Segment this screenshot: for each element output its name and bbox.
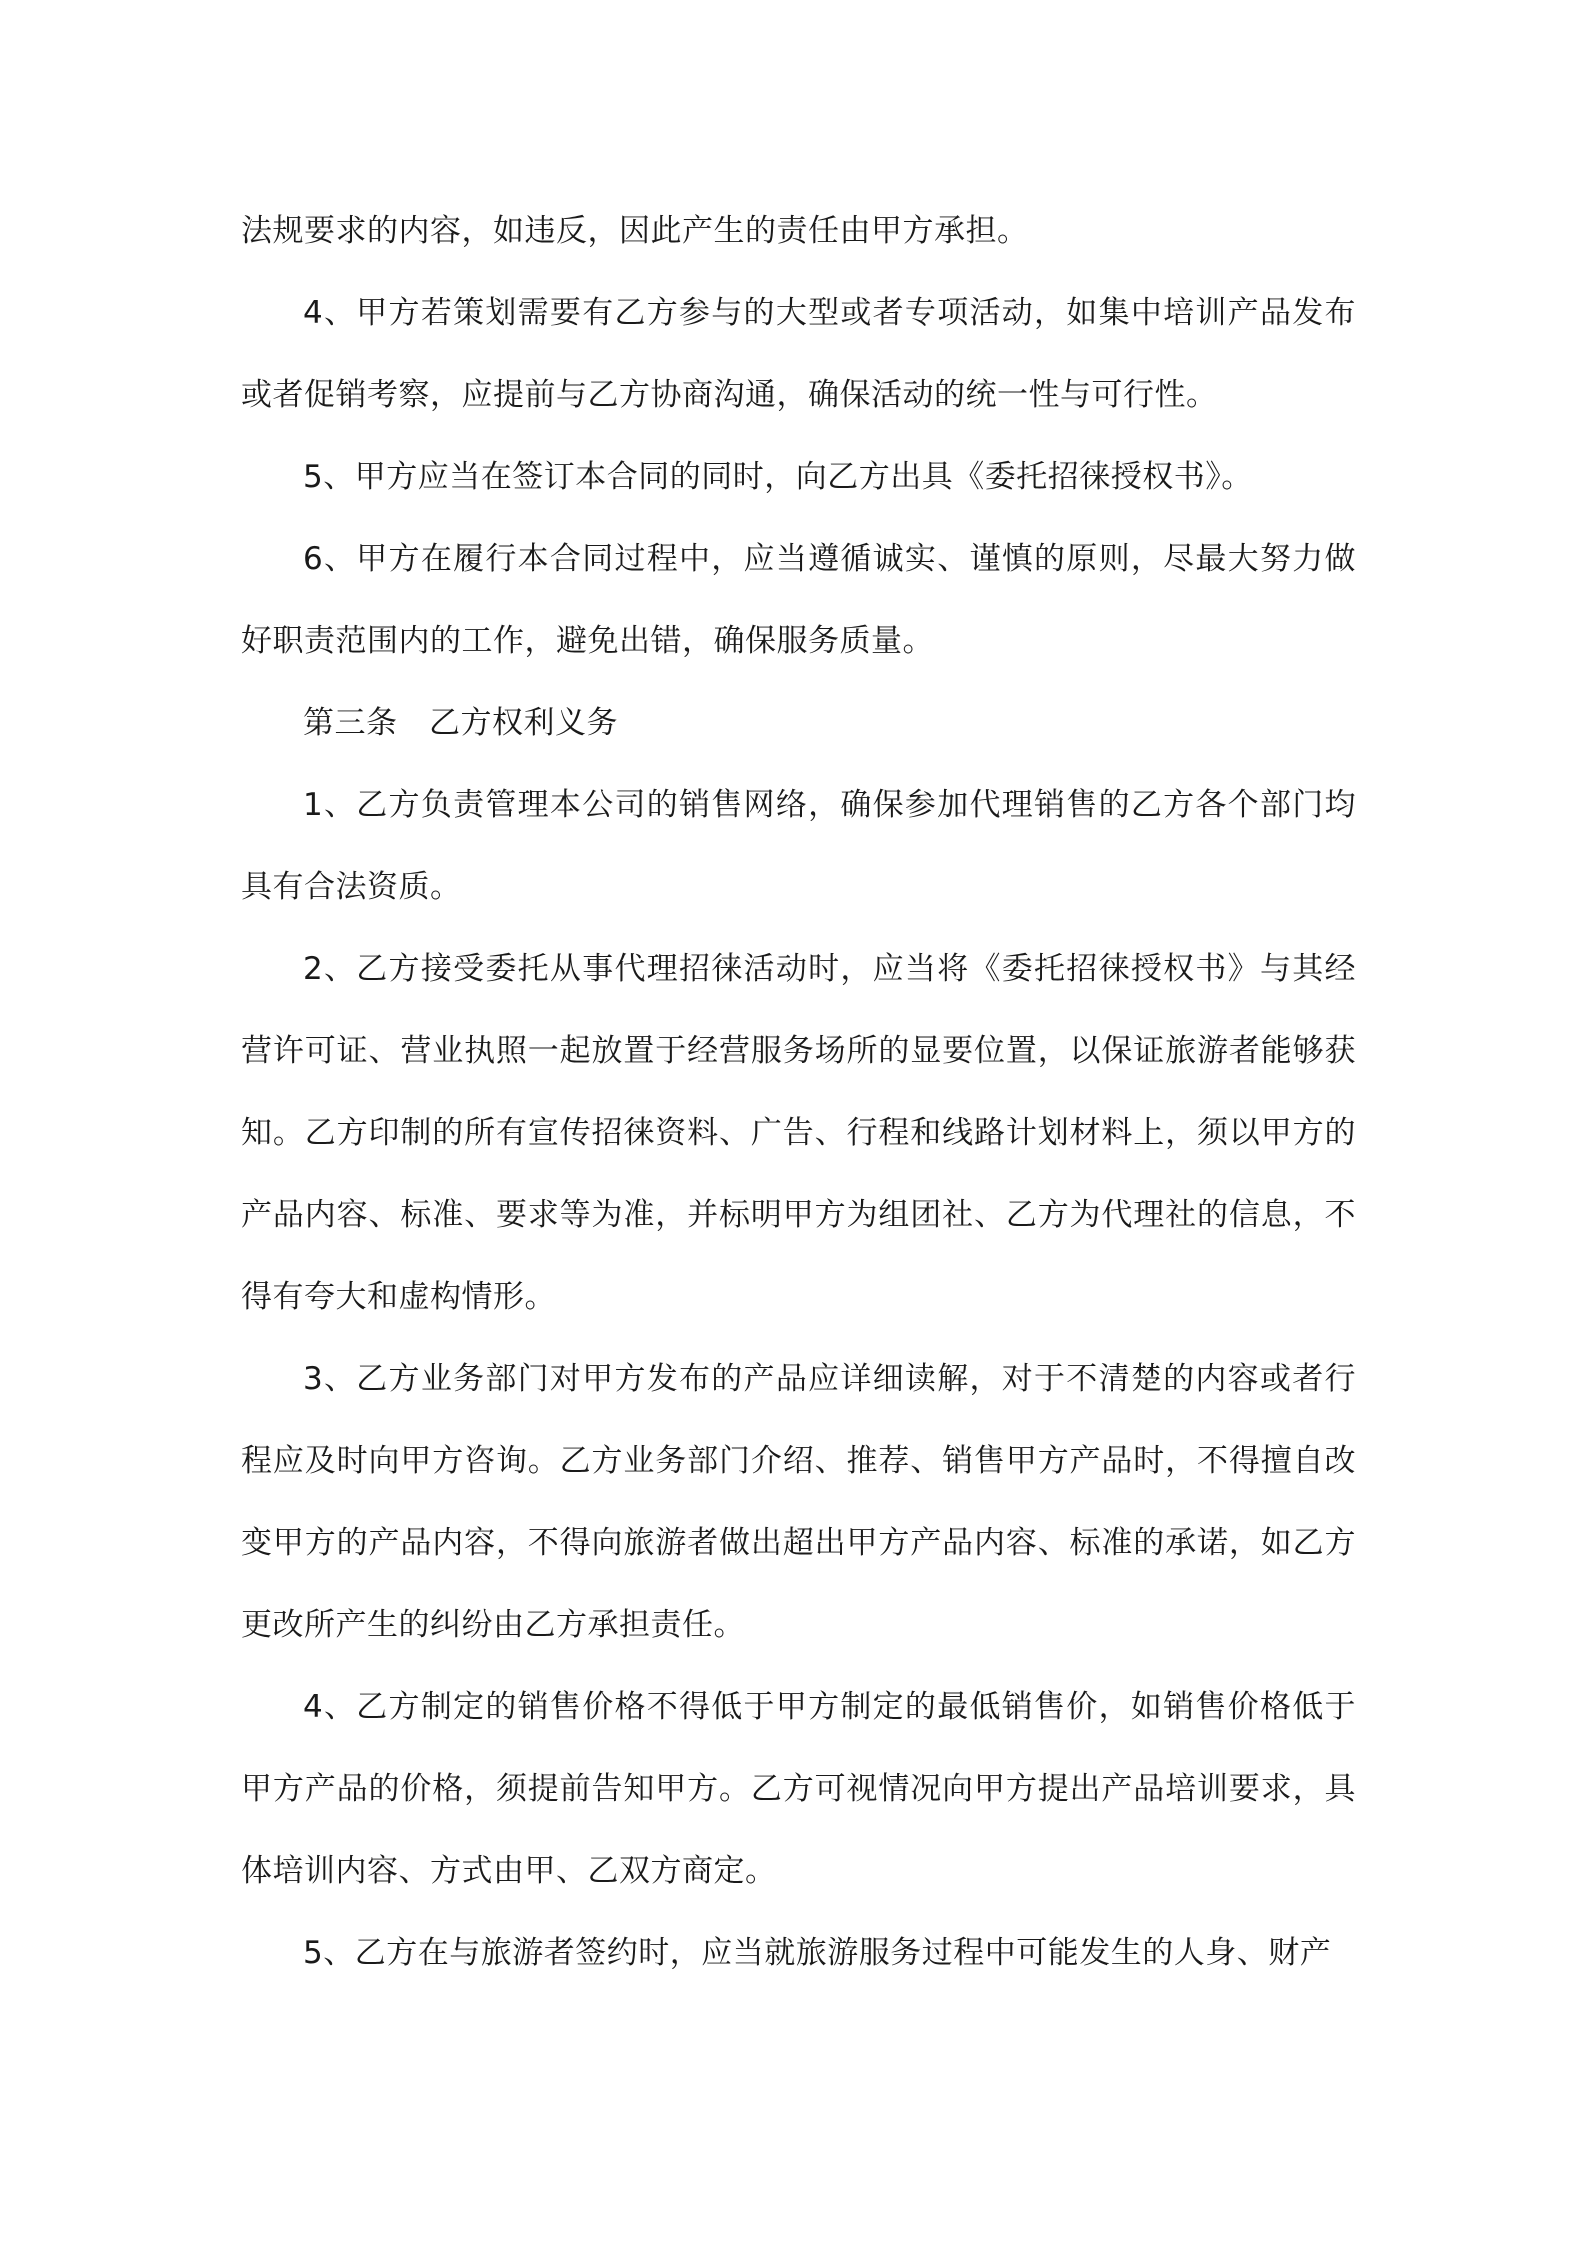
paragraph-party-b-item-1: 1、乙方负责管理本公司的销售网络，确保参加代理销售的乙方各个部门均具有合法资质。 [241, 787, 1356, 905]
paragraph-party-b-item-3: 3、乙方业务部门对甲方发布的产品应详细读解，对于不清楚的内容或者行程应及时向甲方咨询。乙方业务部门介绍、推荐、销售甲方产品时，不得擅自改变甲方的产品内容，不得向旅游者做出超出甲方产品内容、标准的承诺，如乙方更改所产生的纠纷由乙方承担责任。 [241, 1361, 1356, 1643]
section-heading-article-3: 第三条 乙方权利义务 [303, 705, 618, 741]
paragraph-continuation: 法规要求的内容，如违反，因此产生的责任由甲方承担。 [241, 213, 1029, 249]
document-body [241, 190, 1356, 1994]
paragraph-party-a-item-4: 4、甲方若策划需要有乙方参与的大型或者专项活动，如集中培训产品发布或者促销考察，应提前与乙方协商沟通，确保活动的统一性与可行性。 [241, 295, 1356, 413]
paragraph-party-b-item-2: 2、乙方接受委托从事代理招徕活动时，应当将《委托招徕授权书》与其经营许可证、营业执照一起放置于经营服务场所的显要位置，以保证旅游者能够获知。乙方印制的所有宣传招徕资料、广告、行程和线路计划材料上，须以甲方的产品内容、标准、要求等为准，并标明甲方为组团社、乙方为代理社的信息，不得有夸大和虚构情形。 [241, 951, 1356, 1315]
paragraph-party-a-item-6: 6、甲方在履行本合同过程中，应当遵循诚实、谨慎的原则，尽最大努力做好职责范围内的工作，避免出错，确保服务质量。 [241, 541, 1356, 659]
paragraph-party-a-item-5: 5、甲方应当在签订本合同的同时，向乙方出具《委托招徕授权书》。 [303, 459, 1253, 495]
paragraph-party-b-item-4: 4、乙方制定的销售价格不得低于甲方制定的最低销售价，如销售价格低于甲方产品的价格，须提前告知甲方。乙方可视情况向甲方提出产品培训要求，具体培训内容、方式由甲、乙双方商定。 [241, 1689, 1356, 1889]
paragraph-party-b-item-5: 5、乙方在与旅游者签约时，应当就旅游服务过程中可能发生的人身、财产 [303, 1935, 1332, 1971]
